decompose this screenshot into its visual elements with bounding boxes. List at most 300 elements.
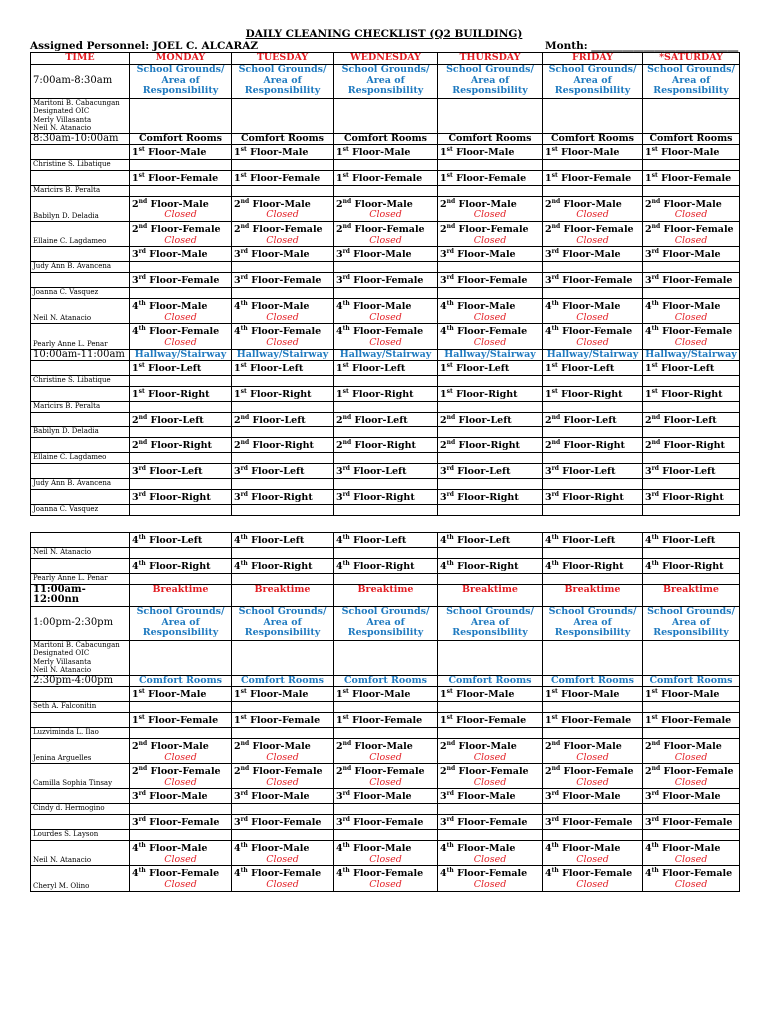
checklist-cell[interactable] [643, 573, 740, 584]
checklist-cell[interactable] [643, 159, 740, 170]
day-header: *SATURDAY [643, 53, 740, 65]
task-label: 4th Floor-Female [234, 325, 322, 338]
checklist-cell[interactable] [438, 427, 543, 438]
task-cell[interactable] [438, 222, 543, 247]
checklist-row [31, 298, 740, 323]
task-cell[interactable] [232, 687, 334, 702]
personnel-name [31, 489, 130, 504]
checklist-cell[interactable] [643, 504, 740, 515]
task-cell[interactable] [643, 815, 740, 830]
checklist-cell[interactable] [232, 401, 334, 412]
task-cell[interactable] [543, 464, 643, 479]
task-label: 3rd Floor-Left [645, 465, 716, 478]
task-cell[interactable] [334, 324, 438, 349]
task-cell[interactable] [334, 438, 438, 453]
checklist-cell[interactable] [643, 640, 740, 675]
checklist-cell[interactable] [130, 547, 232, 558]
task-label: 3rd Floor-Male [440, 248, 516, 261]
task-cell[interactable] [438, 489, 543, 504]
checklist-cell[interactable] [543, 401, 643, 412]
checklist-cell[interactable] [232, 427, 334, 438]
task-cell[interactable] [130, 866, 232, 891]
task-cell[interactable] [130, 412, 232, 427]
task-label: 1st Floor-Male [440, 146, 515, 159]
task-cell[interactable] [232, 789, 334, 804]
task-cell[interactable] [130, 687, 232, 702]
checklist-cell[interactable] [438, 98, 543, 133]
task-cell[interactable] [232, 764, 334, 789]
checklist-cell[interactable] [232, 262, 334, 273]
checklist-cell[interactable] [438, 262, 543, 273]
checklist-cell[interactable] [130, 185, 232, 196]
task-label: 3rd Floor-Female [440, 816, 528, 829]
checklist-cell[interactable] [334, 453, 438, 464]
task-cell[interactable] [334, 386, 438, 401]
task-cell[interactable] [232, 464, 334, 479]
checklist-cell[interactable] [438, 727, 543, 738]
task-cell[interactable] [334, 533, 438, 548]
checklist-cell[interactable] [130, 262, 232, 273]
task-cell[interactable] [543, 866, 643, 891]
closed-label: Closed [369, 336, 402, 348]
task-cell[interactable] [438, 170, 543, 185]
checklist-cell[interactable] [643, 401, 740, 412]
task-cell[interactable] [232, 145, 334, 160]
task-label: 4th Floor-Left [132, 534, 203, 547]
task-cell[interactable] [232, 866, 334, 891]
task-cell[interactable] [543, 738, 643, 763]
task-cell[interactable] [438, 324, 543, 349]
comfort-rooms-label: Comfort Rooms [643, 133, 740, 145]
task-cell[interactable] [543, 558, 643, 573]
task-cell[interactable] [232, 840, 334, 865]
checklist-cell[interactable] [438, 478, 543, 489]
checklist-cell[interactable] [438, 573, 543, 584]
checklist-cell[interactable] [438, 375, 543, 386]
task-cell[interactable] [543, 789, 643, 804]
task-cell[interactable] [232, 815, 334, 830]
task-cell[interactable] [438, 866, 543, 891]
checklist-cell[interactable] [438, 547, 543, 558]
task-cell[interactable] [438, 386, 543, 401]
checklist-cell[interactable] [334, 804, 438, 815]
task-cell[interactable] [543, 222, 643, 247]
checklist-cell[interactable] [130, 829, 232, 840]
task-cell[interactable] [643, 298, 740, 323]
task-cell[interactable] [643, 412, 740, 427]
task-cell[interactable] [232, 533, 334, 548]
task-cell[interactable] [643, 738, 740, 763]
task-cell[interactable] [438, 145, 543, 160]
task-cell[interactable] [438, 533, 543, 548]
task-cell[interactable] [543, 170, 643, 185]
task-cell[interactable] [438, 815, 543, 830]
checklist-cell[interactable] [643, 702, 740, 713]
task-label: 1st Floor-Left [645, 362, 715, 375]
task-label: 4th Floor-Male [440, 299, 516, 313]
checklist-cell[interactable] [130, 702, 232, 713]
task-cell[interactable] [130, 764, 232, 789]
task-cell[interactable] [438, 247, 543, 262]
task-cell[interactable] [543, 438, 643, 453]
checklist-cell[interactable] [334, 427, 438, 438]
checklist-cell[interactable] [232, 453, 334, 464]
task-cell[interactable] [130, 170, 232, 185]
personnel-name: Joanna C. Vasquez [31, 504, 130, 515]
checklist-cell[interactable] [543, 185, 643, 196]
task-label: 3rd Floor-Male [132, 248, 208, 261]
checklist-cell[interactable] [643, 547, 740, 558]
task-cell[interactable] [543, 386, 643, 401]
checklist-cell[interactable] [232, 159, 334, 170]
checklist-cell[interactable] [334, 401, 438, 412]
checklist-cell[interactable] [438, 702, 543, 713]
task-cell[interactable] [130, 247, 232, 262]
checklist-cell[interactable] [334, 478, 438, 489]
checklist-row [31, 478, 740, 489]
task-cell[interactable] [334, 222, 438, 247]
task-cell[interactable] [130, 815, 232, 830]
task-cell[interactable] [130, 840, 232, 865]
comfort-rooms-label: Comfort Rooms [334, 675, 438, 687]
task-cell[interactable] [334, 764, 438, 789]
checklist-cell[interactable] [543, 547, 643, 558]
checklist-cell[interactable] [543, 453, 643, 464]
checklist-cell[interactable] [543, 262, 643, 273]
checklist-cell[interactable] [438, 287, 543, 298]
checklist-cell[interactable] [334, 98, 438, 133]
task-cell[interactable] [438, 196, 543, 221]
checklist-cell[interactable] [232, 573, 334, 584]
checklist-cell[interactable] [543, 640, 643, 675]
task-cell[interactable] [438, 298, 543, 323]
checklist-cell[interactable] [543, 427, 643, 438]
task-cell[interactable] [130, 145, 232, 160]
task-cell[interactable] [438, 361, 543, 376]
checklist-cell[interactable] [438, 453, 543, 464]
task-cell[interactable] [643, 764, 740, 789]
task-cell[interactable] [334, 273, 438, 288]
day-header: WEDNESDAY [334, 53, 438, 65]
task-cell[interactable] [130, 196, 232, 221]
task-cell[interactable] [543, 764, 643, 789]
checklist-cell[interactable] [130, 159, 232, 170]
checklist-cell[interactable] [643, 287, 740, 298]
checklist-cell[interactable] [334, 547, 438, 558]
checklist-row [31, 401, 740, 412]
checklist-cell[interactable] [438, 185, 543, 196]
task-label: 3rd Floor-Female [645, 274, 733, 287]
task-cell[interactable] [543, 489, 643, 504]
checklist-cell[interactable] [130, 401, 232, 412]
task-cell[interactable] [232, 412, 334, 427]
checklist-cell[interactable] [643, 98, 740, 133]
checklist-cell[interactable] [643, 185, 740, 196]
task-cell[interactable] [543, 145, 643, 160]
personnel-name [31, 789, 130, 804]
task-label: 3rd Floor-Left [336, 465, 407, 478]
checklist-cell[interactable] [543, 804, 643, 815]
checklist-cell[interactable] [334, 159, 438, 170]
checklist-cell[interactable] [438, 401, 543, 412]
task-cell[interactable] [643, 438, 740, 453]
task-cell[interactable] [438, 789, 543, 804]
personnel-name [31, 412, 130, 427]
task-cell[interactable] [334, 558, 438, 573]
closed-label: Closed [164, 853, 197, 865]
task-cell[interactable] [543, 196, 643, 221]
task-cell[interactable] [643, 840, 740, 865]
checklist-cell[interactable] [232, 640, 334, 675]
task-cell[interactable] [232, 196, 334, 221]
checklist-cell[interactable] [232, 98, 334, 133]
task-cell[interactable] [130, 738, 232, 763]
closed-label: Closed [576, 751, 609, 763]
task-cell[interactable] [130, 386, 232, 401]
checklist-cell[interactable] [543, 829, 643, 840]
task-cell[interactable] [232, 170, 334, 185]
task-label: 2nd Floor-Left [234, 413, 306, 426]
task-cell[interactable] [334, 489, 438, 504]
task-cell[interactable] [130, 438, 232, 453]
task-cell[interactable] [232, 298, 334, 323]
checklist-cell[interactable] [232, 185, 334, 196]
area-label: School Grounds/ Area of Responsibility [130, 606, 232, 640]
task-label: 3rd Floor-Right [440, 490, 519, 504]
checklist-row [31, 349, 740, 361]
task-cell[interactable] [438, 738, 543, 763]
checklist-cell[interactable] [543, 702, 643, 713]
task-cell[interactable] [643, 145, 740, 160]
checklist-cell[interactable] [130, 478, 232, 489]
task-cell[interactable] [643, 273, 740, 288]
task-cell[interactable] [232, 558, 334, 573]
checklist-cell[interactable] [438, 159, 543, 170]
task-cell[interactable] [130, 558, 232, 573]
area-label: School Grounds/ Area of Responsibility [543, 606, 643, 640]
task-cell[interactable] [543, 298, 643, 323]
checklist-cell[interactable] [334, 185, 438, 196]
area-label: School Grounds/ Area of Responsibility [643, 606, 740, 640]
checklist-cell[interactable] [130, 427, 232, 438]
task-cell[interactable] [543, 840, 643, 865]
checklist-cell[interactable] [643, 727, 740, 738]
checklist-cell[interactable] [334, 640, 438, 675]
checklist-cell[interactable] [543, 159, 643, 170]
task-cell[interactable] [334, 412, 438, 427]
task-cell[interactable] [130, 222, 232, 247]
task-cell[interactable] [643, 196, 740, 221]
task-cell[interactable] [543, 713, 643, 728]
checklist-cell[interactable] [232, 287, 334, 298]
task-cell[interactable] [543, 687, 643, 702]
closed-label: Closed [266, 336, 299, 348]
checklist-cell[interactable] [543, 287, 643, 298]
checklist-cell[interactable] [232, 829, 334, 840]
checklist-cell[interactable] [643, 427, 740, 438]
checklist-row [31, 489, 740, 504]
checklist-cell[interactable] [334, 287, 438, 298]
task-cell[interactable] [334, 687, 438, 702]
checklist-cell[interactable] [643, 804, 740, 815]
checklist-cell[interactable] [232, 478, 334, 489]
checklist-cell[interactable] [334, 727, 438, 738]
task-cell[interactable] [543, 247, 643, 262]
task-label: 1st Floor-Female [336, 714, 423, 727]
task-cell[interactable] [543, 815, 643, 830]
task-cell[interactable] [643, 866, 740, 891]
task-cell[interactable] [334, 815, 438, 830]
task-cell[interactable] [334, 196, 438, 221]
task-cell[interactable] [334, 713, 438, 728]
task-cell[interactable] [334, 464, 438, 479]
checklist-cell[interactable] [643, 478, 740, 489]
task-cell[interactable] [438, 412, 543, 427]
task-cell[interactable] [334, 361, 438, 376]
task-cell[interactable] [130, 533, 232, 548]
task-label: 4th Floor-Left [645, 534, 716, 547]
checklist-row [31, 133, 740, 145]
checklist-cell[interactable] [438, 640, 543, 675]
task-cell[interactable] [643, 533, 740, 548]
checklist-cell[interactable] [232, 702, 334, 713]
task-cell[interactable] [543, 273, 643, 288]
task-cell[interactable] [643, 324, 740, 349]
area-label: School Grounds/ Area of Responsibility [232, 64, 334, 98]
checklist-cell[interactable] [643, 262, 740, 273]
checklist-cell[interactable] [130, 287, 232, 298]
task-cell[interactable] [334, 840, 438, 865]
task-cell[interactable] [130, 789, 232, 804]
month-field[interactable]: Month: ____________________________ [545, 40, 739, 52]
checklist-cell[interactable] [232, 547, 334, 558]
checklist-cell[interactable] [232, 727, 334, 738]
task-label: 3rd Floor-Right [336, 490, 415, 504]
task-cell[interactable] [643, 222, 740, 247]
task-label: 3rd Floor-Female [545, 274, 633, 287]
task-cell[interactable] [232, 361, 334, 376]
task-cell[interactable] [438, 464, 543, 479]
task-cell[interactable] [130, 361, 232, 376]
checklist-cell[interactable] [643, 453, 740, 464]
task-cell[interactable] [438, 713, 543, 728]
checklist-cell[interactable] [334, 262, 438, 273]
task-cell[interactable] [643, 687, 740, 702]
task-label: 3rd Floor-Female [234, 816, 322, 829]
task-cell[interactable] [232, 247, 334, 262]
checklist-cell[interactable] [543, 478, 643, 489]
task-cell[interactable] [232, 489, 334, 504]
task-cell[interactable] [643, 489, 740, 504]
checklist-cell[interactable] [438, 829, 543, 840]
task-cell[interactable] [643, 464, 740, 479]
task-cell[interactable] [643, 361, 740, 376]
checklist-cell[interactable] [130, 573, 232, 584]
task-cell[interactable] [643, 386, 740, 401]
task-label: 1st Floor-Right [234, 387, 312, 401]
task-cell[interactable] [643, 558, 740, 573]
task-cell[interactable] [232, 386, 334, 401]
checklist-cell[interactable] [232, 504, 334, 515]
task-cell[interactable] [334, 145, 438, 160]
task-cell[interactable] [438, 558, 543, 573]
checklist-cell[interactable] [130, 375, 232, 386]
task-cell[interactable] [334, 738, 438, 763]
checklist-cell[interactable] [438, 804, 543, 815]
task-cell[interactable] [130, 489, 232, 504]
checklist-cell[interactable] [130, 804, 232, 815]
task-cell[interactable] [643, 170, 740, 185]
task-cell[interactable] [334, 247, 438, 262]
task-cell[interactable] [232, 738, 334, 763]
checklist-cell[interactable] [643, 375, 740, 386]
task-cell[interactable] [438, 840, 543, 865]
personnel-name: Babilyn D. Deladia [31, 196, 130, 221]
task-cell[interactable] [232, 713, 334, 728]
task-cell[interactable] [438, 764, 543, 789]
task-label: 4th Floor-Male [545, 841, 621, 855]
task-cell[interactable] [232, 222, 334, 247]
checklist-cell[interactable] [130, 727, 232, 738]
checklist-cell[interactable] [334, 573, 438, 584]
checklist-cell[interactable] [543, 573, 643, 584]
task-cell[interactable] [130, 464, 232, 479]
checklist-cell[interactable] [334, 702, 438, 713]
task-cell[interactable] [643, 247, 740, 262]
task-cell[interactable] [232, 438, 334, 453]
task-cell[interactable] [643, 713, 740, 728]
task-cell[interactable] [643, 789, 740, 804]
task-cell[interactable] [334, 866, 438, 891]
task-cell[interactable] [438, 438, 543, 453]
checklist-cell[interactable] [130, 453, 232, 464]
task-label: 4th Floor-Right [132, 559, 211, 572]
checklist-cell[interactable] [334, 829, 438, 840]
task-cell[interactable] [438, 687, 543, 702]
checklist-cell[interactable] [543, 504, 643, 515]
task-cell[interactable] [438, 273, 543, 288]
personnel-name: Neil N. Atanacio [31, 547, 130, 558]
checklist-cell[interactable] [543, 375, 643, 386]
task-cell[interactable] [334, 298, 438, 323]
task-cell[interactable] [130, 298, 232, 323]
checklist-cell[interactable] [334, 375, 438, 386]
checklist-cell[interactable] [643, 829, 740, 840]
area-label: School Grounds/ Area of Responsibility [438, 64, 543, 98]
task-cell[interactable] [130, 273, 232, 288]
checklist-cell[interactable] [232, 375, 334, 386]
task-cell[interactable] [334, 170, 438, 185]
task-cell[interactable] [130, 713, 232, 728]
checklist-cell[interactable] [130, 504, 232, 515]
checklist-cell[interactable] [543, 727, 643, 738]
task-cell[interactable] [130, 324, 232, 349]
checklist-cell[interactable] [543, 98, 643, 133]
task-cell[interactable] [232, 273, 334, 288]
area-label: School Grounds/ Area of Responsibility [232, 606, 334, 640]
task-cell[interactable] [543, 533, 643, 548]
task-cell[interactable] [334, 789, 438, 804]
task-cell[interactable] [543, 361, 643, 376]
task-cell[interactable] [543, 324, 643, 349]
checklist-cell[interactable] [232, 804, 334, 815]
checklist-cell[interactable] [438, 504, 543, 515]
task-cell[interactable] [232, 324, 334, 349]
checklist-cell[interactable] [130, 98, 232, 133]
checklist-cell[interactable] [130, 640, 232, 675]
task-cell[interactable] [543, 412, 643, 427]
checklist-cell[interactable] [334, 504, 438, 515]
